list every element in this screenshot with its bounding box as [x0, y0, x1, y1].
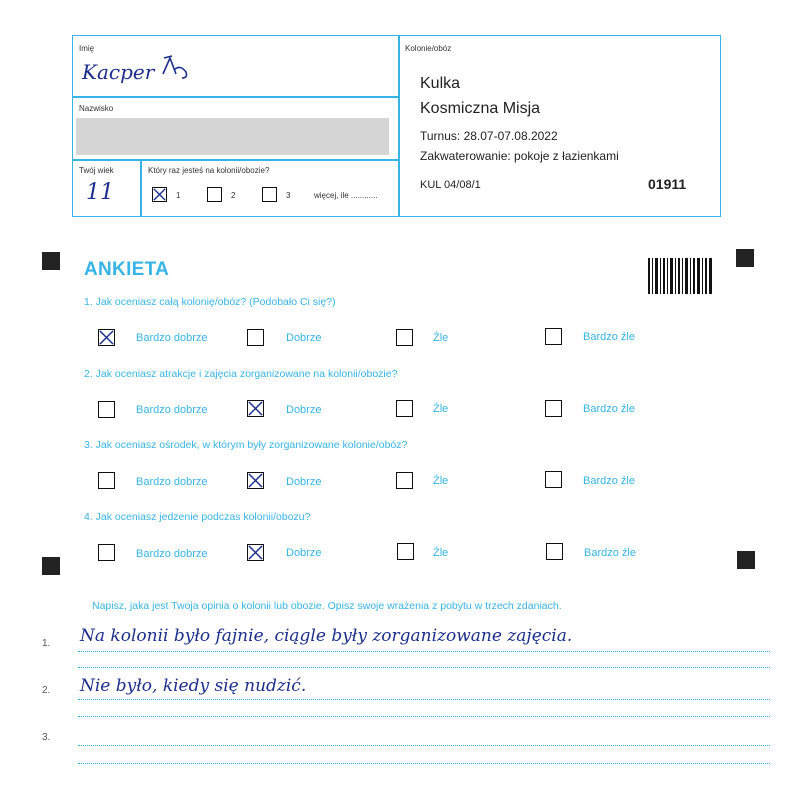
registration-marker-bottom-left [42, 557, 60, 575]
opinion-line-2 [78, 699, 770, 700]
times-more-label: więcej, ile ............ [314, 191, 378, 200]
q2-option-bardzo-zle: Bardzo źle [583, 403, 635, 415]
q3-option-zle: Źle [433, 475, 449, 487]
q3-option-bardzo-dobrze: Bardzo dobrze [136, 476, 208, 488]
registration-marker-top-left [42, 252, 60, 270]
name-scribble [160, 52, 192, 88]
opinion-line-1 [78, 651, 770, 652]
camp-program: Kosmiczna Misja [420, 100, 541, 117]
form-number: 01911 [648, 176, 687, 192]
question-3-text: 3. Jak oceniasz ośrodek, w którym były zorganizowane kolonie/obóz? [84, 439, 408, 451]
q2-checkbox-bardzo-dobrze[interactable] [98, 401, 115, 418]
times-option-2: 2 [231, 191, 236, 200]
q2-checkbox-bardzo-zle[interactable] [545, 400, 562, 417]
q2-option-dobrze: Dobrze [286, 404, 322, 416]
barcode-icon [648, 258, 712, 294]
q4-option-bardzo-zle: Bardzo źle [584, 547, 636, 559]
camp-name: Kulka [420, 75, 461, 92]
opinion-line-2b [78, 716, 770, 717]
opinion-line-number-2: 2. [42, 685, 51, 696]
q2-checkbox-mark [248, 401, 263, 416]
q3-option-dobrze: Dobrze [286, 476, 322, 488]
times-checkbox-1[interactable] [152, 187, 167, 202]
surname-redacted-field[interactable] [76, 118, 389, 155]
q4-checkbox-bardzo-zle[interactable] [546, 543, 563, 560]
q1-option-zle: Źle [433, 332, 449, 344]
header-divider-surname [72, 159, 399, 161]
q2-option-zle: Źle [433, 403, 449, 415]
q1-checkbox-bardzo-zle[interactable] [545, 328, 562, 345]
times-checkbox-3[interactable] [262, 187, 277, 202]
header-divider-name [72, 96, 399, 98]
q2-option-bardzo-dobrze: Bardzo dobrze [136, 404, 208, 416]
survey-title: ANKIETA [84, 259, 170, 280]
q1-checkbox-zle[interactable] [396, 329, 413, 346]
times-option-1: 1 [176, 191, 181, 200]
question-4-text: 4. Jak oceniasz jedzenie podczas kolonii/obozu? [84, 511, 311, 523]
opinion-line-number-1: 1. [42, 638, 51, 649]
opinion-answer-1[interactable]: Na kolonii było fajnie, ciągle były zorganizowane zajęcia. [80, 626, 573, 646]
opinion-instruction: Napisz, jaka jest Twoja opinia o kolonii lub obozie. Opisz swoje wrażenia z pobytu w trzech zdaniach. [92, 600, 562, 612]
q4-checkbox-bardzo-dobrze[interactable] [98, 544, 115, 561]
camp-label: Kolonie/obóz [405, 44, 452, 53]
q1-checkbox-dobrze[interactable] [247, 329, 264, 346]
opinion-line-3 [78, 745, 770, 746]
age-label: Twój wiek [79, 166, 114, 175]
name-label: Imię [79, 44, 95, 53]
q1-option-dobrze: Dobrze [286, 332, 322, 344]
name-value[interactable]: Kacper [82, 60, 155, 84]
opinion-answer-2[interactable]: Nie było, kiedy się nudzić. [80, 676, 307, 696]
times-label: Który raz jesteś na kolonii/obozie? [148, 166, 270, 175]
opinion-line-1b [78, 667, 770, 668]
camp-accommodation: Zakwaterowanie: pokoje z łazienkami [420, 149, 619, 163]
q2-checkbox-dobrze[interactable] [247, 400, 264, 417]
q3-checkbox-dobrze[interactable] [247, 472, 264, 489]
header-divider-age [140, 159, 142, 217]
q4-checkbox-dobrze[interactable] [247, 544, 264, 561]
q4-checkbox-mark [248, 545, 263, 560]
camp-turnus: Turnus: 28.07-07.08.2022 [420, 129, 558, 143]
question-2-text: 2. Jak oceniasz atrakcje i zajęcia zorganizowane na kolonii/obozie? [84, 368, 398, 380]
q3-checkbox-zle[interactable] [396, 472, 413, 489]
opinion-line-3b [78, 763, 770, 764]
q1-checkbox-bardzo-dobrze[interactable] [98, 329, 115, 346]
surname-label: Nazwisko [79, 104, 114, 113]
q4-option-zle: Źle [433, 547, 449, 559]
times-checkbox-1-mark [153, 188, 166, 201]
q2-checkbox-zle[interactable] [396, 400, 413, 417]
q3-checkbox-bardzo-dobrze[interactable] [98, 472, 115, 489]
times-checkbox-2[interactable] [207, 187, 222, 202]
age-value[interactable]: 11 [86, 180, 114, 205]
registration-marker-bottom-right [737, 551, 755, 569]
q4-option-dobrze: Dobrze [286, 547, 322, 559]
q1-option-bardzo-dobrze: Bardzo dobrze [136, 332, 208, 344]
q3-checkbox-bardzo-zle[interactable] [545, 471, 562, 488]
q3-checkbox-mark [248, 473, 263, 488]
header-divider-vertical [398, 35, 400, 217]
q3-option-bardzo-zle: Bardzo źle [583, 475, 635, 487]
registration-marker-top-right [736, 249, 754, 267]
q1-option-bardzo-zle: Bardzo źle [583, 331, 635, 343]
question-1-text: 1. Jak oceniasz całą kolonię/obóz? (Podobało Ci się?) [84, 296, 336, 308]
q4-checkbox-zle[interactable] [397, 543, 414, 560]
q4-option-bardzo-dobrze: Bardzo dobrze [136, 548, 208, 560]
times-option-3: 3 [286, 191, 291, 200]
q1-checkbox-mark [99, 330, 114, 345]
opinion-line-number-3: 3. [42, 732, 51, 743]
camp-code: KUL 04/08/1 [420, 179, 481, 191]
